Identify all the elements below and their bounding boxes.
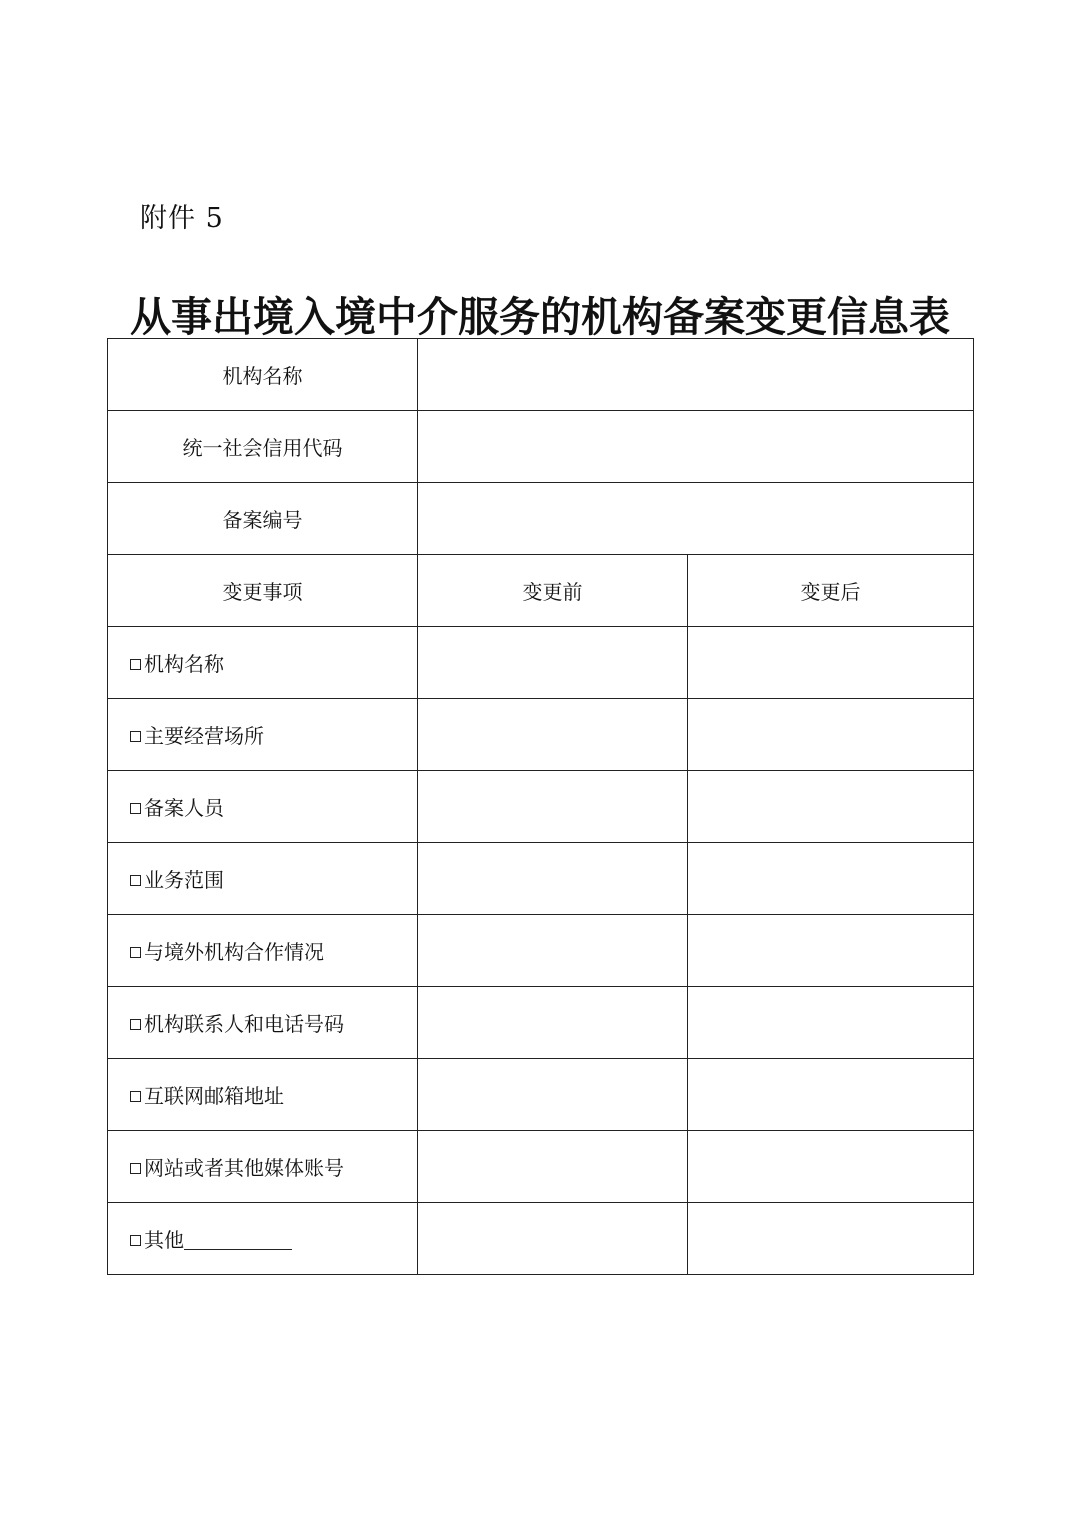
change-item-cell[interactable] <box>108 1059 418 1131</box>
change-item-label: 业务范围 <box>144 868 224 892</box>
after-field[interactable] <box>688 1059 974 1131</box>
change-item-cell[interactable] <box>108 699 418 771</box>
table-row <box>108 699 974 771</box>
change-item-label: 机构联系人和电话号码 <box>144 1012 344 1036</box>
header-change-item: 变更事项 <box>108 555 418 627</box>
table-row <box>108 1131 974 1203</box>
credit-code-field[interactable] <box>418 411 974 483</box>
checkbox-icon[interactable] <box>130 1091 141 1102</box>
header-after: 变更后 <box>688 555 974 627</box>
table-row <box>108 843 974 915</box>
filing-number-field[interactable] <box>418 483 974 555</box>
change-item-cell[interactable] <box>108 771 418 843</box>
before-field[interactable] <box>418 843 688 915</box>
attachment-label: 附件 5 <box>140 203 224 234</box>
info-row-org-name <box>108 339 974 411</box>
change-item-cell[interactable] <box>108 915 418 987</box>
info-label: 备案编号 <box>108 483 418 555</box>
other-blank-line[interactable] <box>184 1231 292 1250</box>
table-row <box>108 915 974 987</box>
checkbox-icon[interactable] <box>130 731 141 742</box>
checkbox-icon[interactable] <box>130 947 141 958</box>
table-row <box>108 627 974 699</box>
change-item-label: 主要经营场所 <box>144 724 264 748</box>
before-field[interactable] <box>418 627 688 699</box>
info-label: 机构名称 <box>108 339 418 411</box>
table-row <box>108 987 974 1059</box>
change-item-label: 机构名称 <box>144 652 224 676</box>
after-field[interactable] <box>688 771 974 843</box>
change-item-label: 备案人员 <box>144 796 224 820</box>
header-before: 变更前 <box>418 555 688 627</box>
change-item-cell[interactable] <box>108 987 418 1059</box>
change-item-label: 互联网邮箱地址 <box>144 1084 284 1108</box>
change-item-cell[interactable] <box>108 1131 418 1203</box>
table-row <box>108 771 974 843</box>
after-field[interactable] <box>688 1203 974 1275</box>
change-info-table <box>107 338 974 1275</box>
before-field[interactable] <box>418 987 688 1059</box>
change-header-row <box>108 555 974 627</box>
change-item-label: 其他 <box>144 1228 184 1252</box>
before-field[interactable] <box>418 699 688 771</box>
after-field[interactable] <box>688 699 974 771</box>
after-field[interactable] <box>688 627 974 699</box>
checkbox-icon[interactable] <box>130 1019 141 1030</box>
info-row-credit-code <box>108 411 974 483</box>
after-field[interactable] <box>688 1131 974 1203</box>
after-field[interactable] <box>688 987 974 1059</box>
change-item-cell[interactable] <box>108 1203 418 1275</box>
before-field[interactable] <box>418 771 688 843</box>
change-item-label: 网站或者其他媒体账号 <box>144 1156 344 1180</box>
after-field[interactable] <box>688 843 974 915</box>
change-item-label: 与境外机构合作情况 <box>144 940 324 964</box>
checkbox-icon[interactable] <box>130 803 141 814</box>
before-field[interactable] <box>418 1131 688 1203</box>
change-item-cell[interactable] <box>108 627 418 699</box>
checkbox-icon[interactable] <box>130 659 141 670</box>
checkbox-icon[interactable] <box>130 875 141 886</box>
info-label: 统一社会信用代码 <box>108 411 418 483</box>
before-field[interactable] <box>418 1203 688 1275</box>
form-title: 从事出境入境中介服务的机构备案变更信息表 <box>130 293 950 341</box>
org-name-field[interactable] <box>418 339 974 411</box>
before-field[interactable] <box>418 1059 688 1131</box>
checkbox-icon[interactable] <box>130 1163 141 1174</box>
table-row <box>108 1059 974 1131</box>
info-row-filing-number <box>108 483 974 555</box>
change-item-cell[interactable] <box>108 843 418 915</box>
checkbox-icon[interactable] <box>130 1235 141 1246</box>
before-field[interactable] <box>418 915 688 987</box>
table-row <box>108 1203 974 1275</box>
after-field[interactable] <box>688 915 974 987</box>
